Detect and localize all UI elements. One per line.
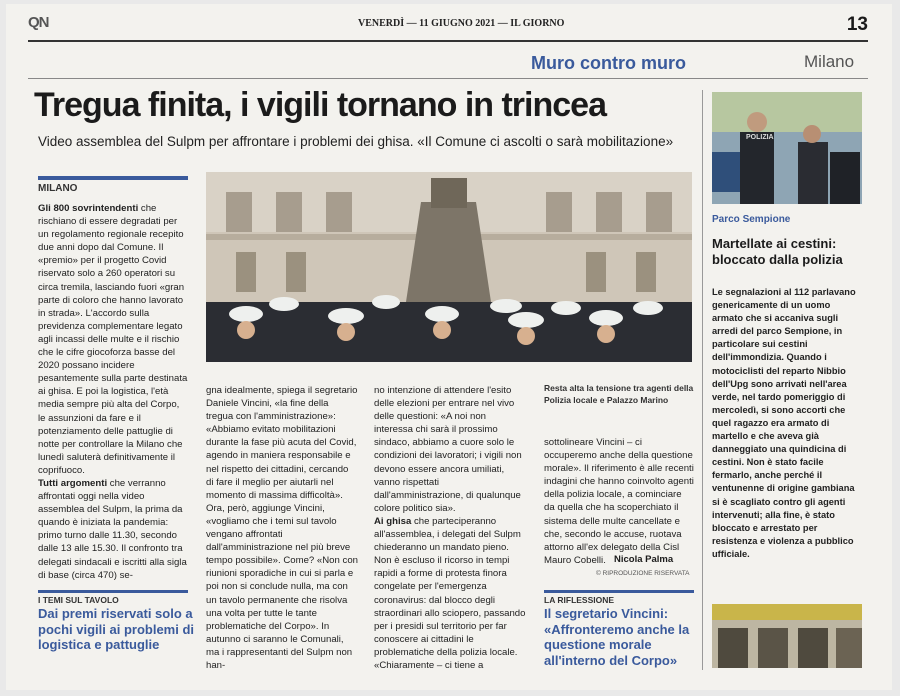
qn-logo: QN	[28, 14, 49, 31]
storefront-photo-illustration	[712, 604, 862, 668]
officers-photo-illustration	[206, 172, 692, 362]
page-number: 13	[846, 14, 868, 35]
box-mid-title: Il segretario Vincini: «Affronteremo anche la questione morale all'interno del Corpo»	[544, 606, 690, 668]
sidebar-photo	[712, 92, 862, 204]
box-left-label: I TEMI SUL TAVOLO	[38, 590, 188, 605]
main-photo	[206, 172, 692, 362]
dateline: VENERDÌ — 11 GIUGNO 2021 — IL GIORNO	[358, 18, 565, 29]
reproduction-notice: © RIPRODUZIONE RISERVATA	[596, 570, 690, 577]
headline: Tregua finita, i vigili tornano in trincea	[34, 86, 606, 124]
sidebar-photo-2	[712, 604, 862, 668]
col3-paragraph-1: no intenzione di attendere l'esito delle elezioni per entrare nel vivo delle questioni: «A noi non interessa chi sarà il prossimo sindaco, abbiamo a cuore solo le condizioni dei lavoratori; i vigili non devono essere ancora umiliati, vanno rispettati dall'amministrazione, di qualunque colore politico sia».	[374, 385, 522, 514]
box-left-title: Dai premi riservati solo a pochi vigili ai problemi di logistica e pattuglie	[38, 606, 195, 652]
page-header	[28, 14, 868, 36]
col2-paragraph: gna idealmente, spiega il segretario Daniele Vincini, «la fine della tregua con l'amministrazione»: «Abbiamo evitato mobilitazioni durante la fase più acuta del Covid, agendo in maniera responsabile e nel rispetto dei cittadini, cercando di fare il meglio per aiutarli nel momento di massima difficoltà». Ora, però, aggiunge Vincini, «vogliamo che i temi sul tavolo vengano affrontati dall'amministrazione nel più breve tempo possibile». Come? «Non con riunioni sporadiche in cui si parla e poi non si conclude nulla, ma con un tavolo permanente che risolva una volta per tutte le tante problematiche del Corpo». In autunno ci saranno le Comunali, ma i rappresentanti del Sulpm non han-	[206, 385, 358, 671]
location-label: MILANO	[38, 176, 188, 194]
article-column-3	[374, 384, 526, 672]
photo-caption: Resta alta la tensione tra agenti della Polizia locale e Palazzo Marino	[544, 383, 694, 405]
column-divider	[702, 90, 703, 670]
subhead: Video assemblea del Sulpm per affrontare i problemi dei ghisa. «Il Comune ci ascolti o sarà mobilitazione»	[38, 134, 674, 149]
byline: Nicola Palma	[614, 554, 674, 565]
section-kicker: Muro contro muro	[531, 53, 686, 73]
article-column-4	[544, 436, 694, 567]
sidebar-kicker: Parco Sempione	[712, 214, 791, 225]
sidebar-body: Le segnalazioni al 112 parlavano genericamente di un uomo armato che si accaniva sugli arredi del parco Sempione, in particolare sui cestini dell'immondizia. Quando i motociclisti del reparto Nibbio dell'Upg sono arrivati nell'area verde, nel tardo pomeriggio di mercoledì, si sono accorti che quel ragazzo era armato di martello e che aveva già danneggiato una quindicina di cestini. Non è stato facile fermarlo, anche perché il ventunenne di origine gambiana si è scagliato contro gli agenti intervenuti; alla fine, è stato bloccato e arrestato per resistenza e violenza a pubblico ufficiale.	[712, 287, 856, 559]
article-column-1	[38, 202, 188, 582]
col3-paragraph-2: Ai ghisa che parteciperanno all'assemblea, i delegati del Sulpm chiederanno un mandato pieno. Non è escluso il ricorso in tempi rapidi a forme di protesta finora congelate per l'emergenza coronavirus: dal blocco degli straordinari allo sciopero, passando per i presidi sul territorio per far conoscere ai cittadini le problematiche della polizia locale. «Chiaramente – ci tiene a	[374, 515, 526, 671]
col4-paragraph: sottolineare Vincini – ci occuperemo anche della questione morale». Il riferimento è alle recenti indagini che hanno coinvolto agenti della polizia locale, a cominciare da quella che ha scoperchiato il sistema delle multe cancellate e che, secondo le accuse, ruotava attorno all'ex delegato della Cisl Mauro Cobelli.	[544, 437, 694, 566]
police-label: POLIZIA	[746, 134, 774, 141]
col1-paragraph-2: Tutti argomenti che verranno affrontati oggi nella video assemblea del Sulpm, la prima da quando è iniziata la pandemia: primo turno dalle 11.30, secondo dalle 13 alle 15.30. Il confronto tra delegati sindacali e iscritti alla sigla di base (circa 470) se-	[38, 477, 187, 581]
article-column-2	[206, 384, 358, 672]
box-mid-label: LA RIFLESSIONE	[544, 590, 694, 605]
header-rule	[28, 40, 868, 42]
sidebar-title: Martellate ai cestini: bloccato dalla polizia	[712, 236, 843, 267]
police-photo-illustration	[712, 92, 862, 204]
col1-paragraph-1: Gli 800 sovrintendenti che rischiano di essere degradati per un regolamento regionale recepito due anni dopo dal Comune. Il «premio» per il progetto Covid riservato solo a 260 operatori su circa tremila, lasciando fuori «gran parte di coloro che hanno lavorato in strada». L'accordo sulla previdenza complementare legato agli incassi delle multe e il rischio che le cifre giocoforza basse del 2020 possano incidere pesantemente sulla parte destinata ai ghisa. E poi la logistica, l'età media sempre più alta del Corpo, le assunzioni da fare e il potenziamento delle pattuglie di notte per controllare la Milano che lunedì saluterà definitivamente il coprifuoco.	[38, 203, 188, 476]
newspaper-page	[6, 4, 892, 690]
section-rule	[28, 78, 868, 79]
section-city: Milano	[804, 52, 855, 71]
